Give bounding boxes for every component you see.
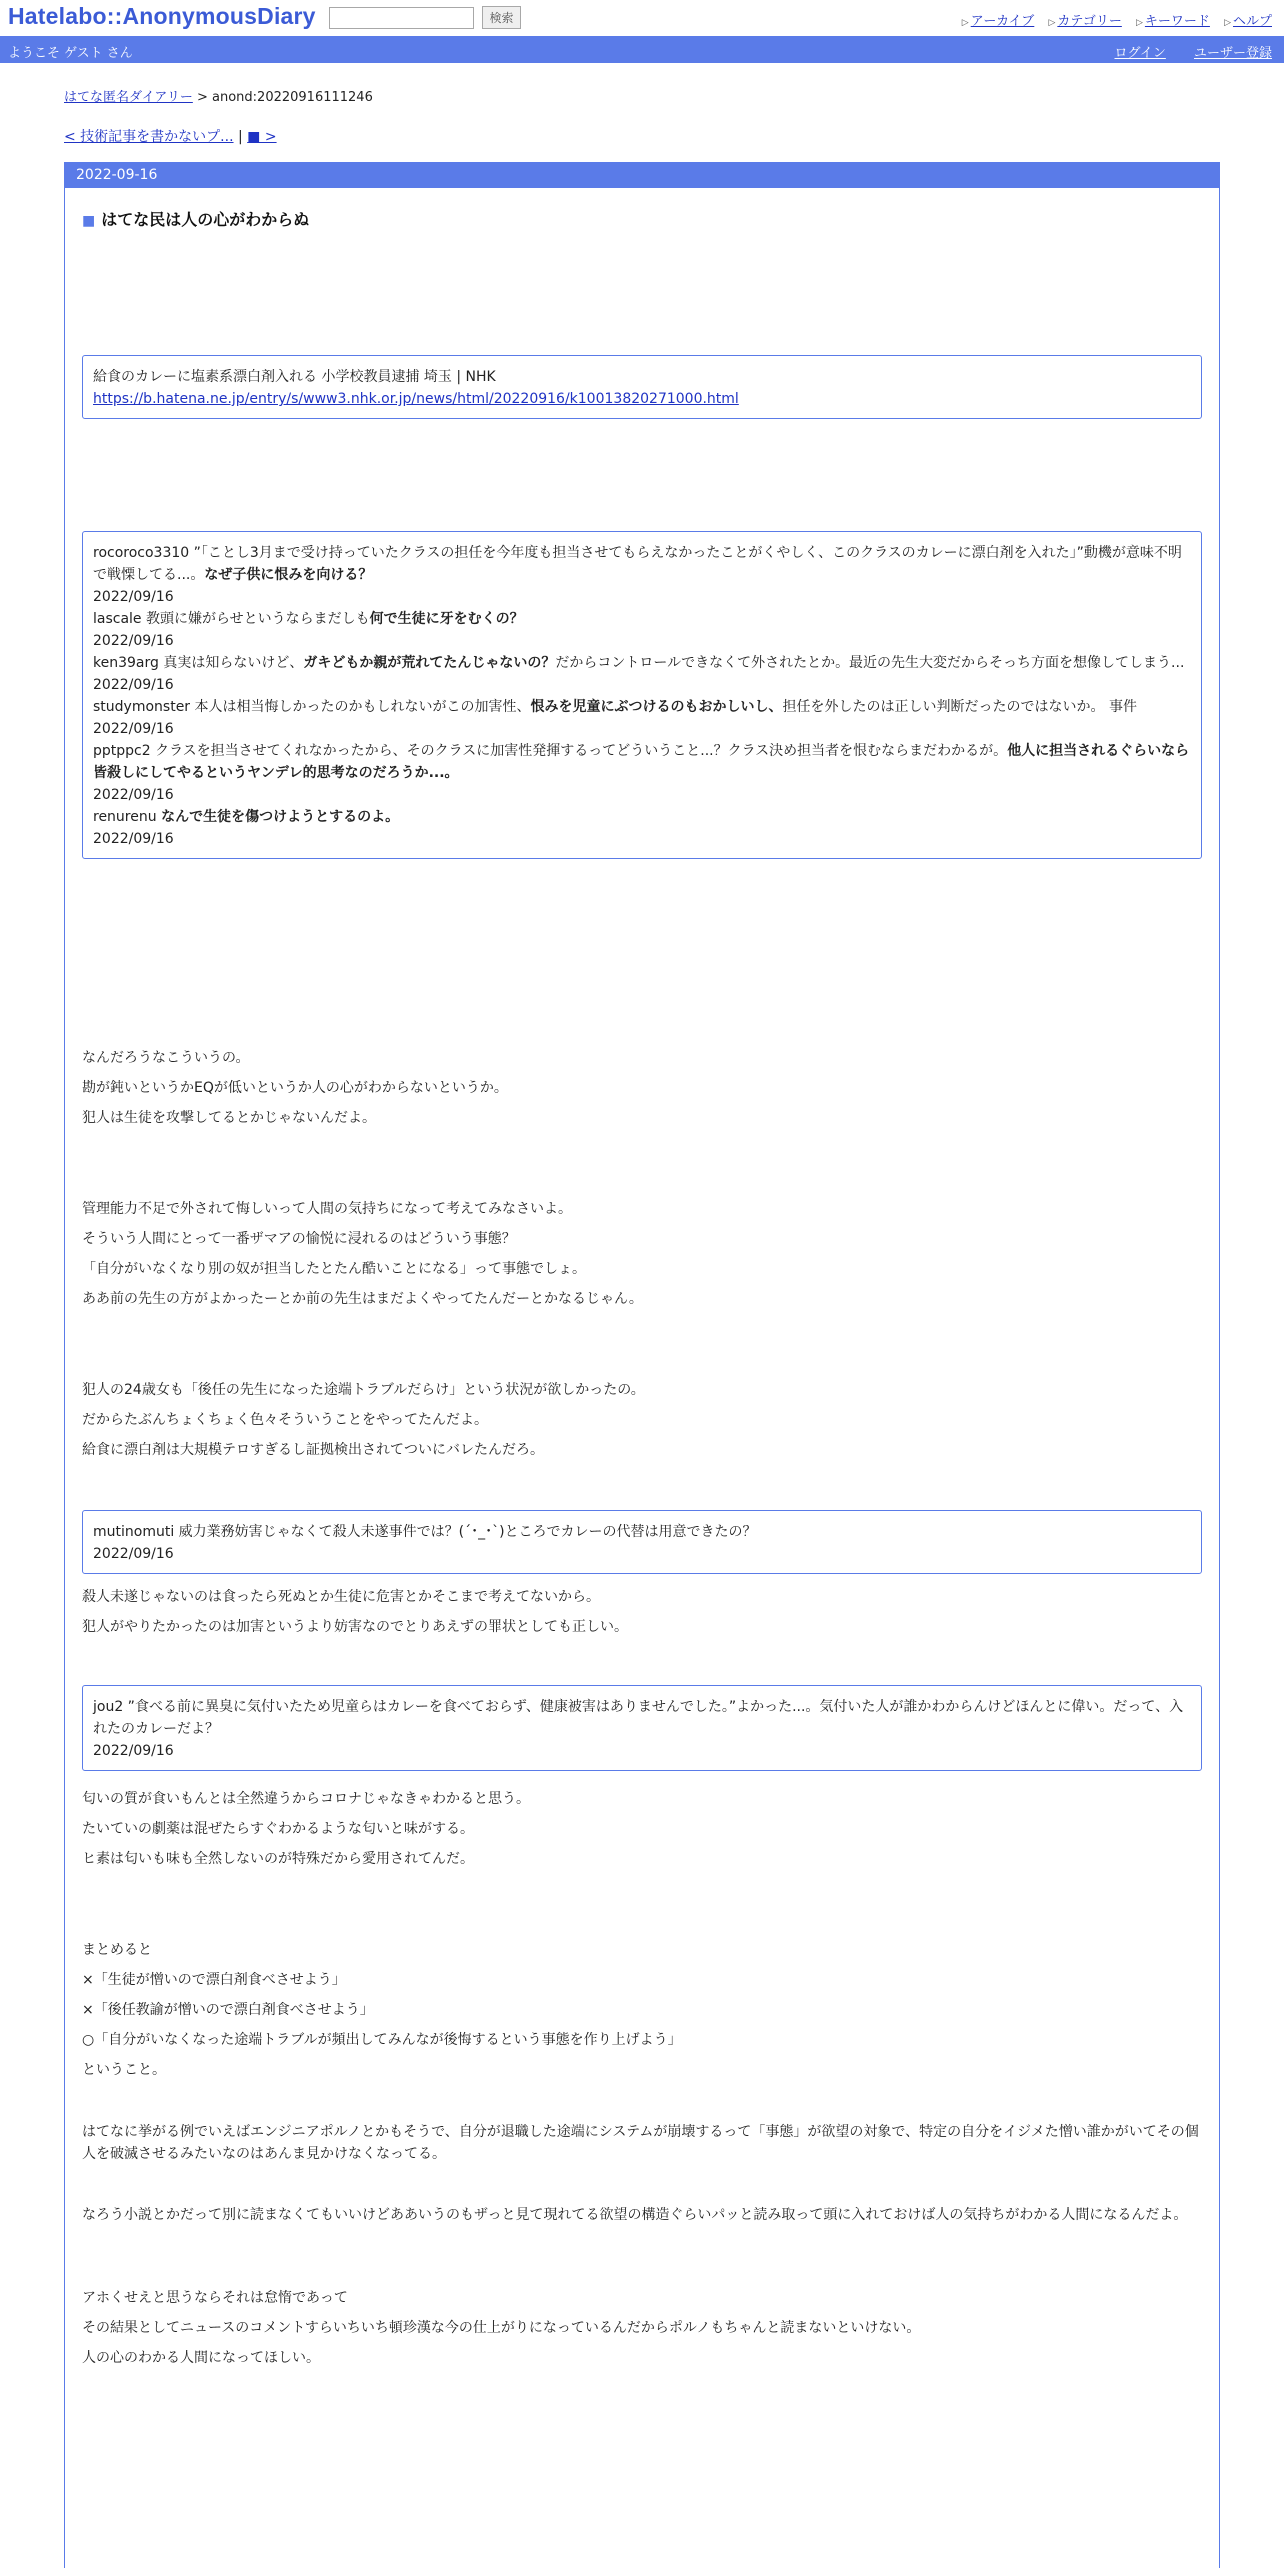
breadcrumb-current: anond:20220916111246 <box>212 90 373 105</box>
bookmark-comment: ken39arg 真実は知らないけど、ガキどもか親が荒れてたんじゃないの？だからコントロールできなくて外されたとか。最近の先生大変だからそっち方面を想像してしまう... 2022/09/16 <box>93 652 1191 696</box>
quote-box-comments <box>82 531 1202 859</box>
quote-article-url[interactable]: https://b.hatena.ne.jp/entry/s/www3.nhk.or.jp/news/html/20220916/k10013820271000.html <box>93 391 739 407</box>
body-paragraph: はてなに挙がる例でいえばエンジニアポルノとかもそうで、自分が退職した途端にシステムが崩壊するって「事態」が欲望の対象で、特定の自分をイジメた憎い誰かがいてその個人を破滅させるみたいなのはあんま見かけなくなってる。 <box>82 2124 1199 2162</box>
comment-date: 2022/09/16 <box>93 633 174 649</box>
body-paragraph: 殺人未遂じゃないのは食ったら死ぬとか生徒に危害とかそこまで考えてないから。 犯人がやりたかったのは加害というより妨害なのでとりあえずの罪状としても正しい。 <box>82 1589 628 1635</box>
comment-date: 2022/09/16 <box>93 831 174 847</box>
comment-date: 2022/09/16 <box>93 589 174 605</box>
header <box>0 0 1284 36</box>
quote-box-comment: jou2 ”食べる前に異臭に気付いたため児童らはカレーを食べておらず、健康被害はありませんでした。”よかった...。気付いた人が誰かわからんけどほんとに偉い。だって、入れたのカレーだよ？ 2022/09/16 <box>82 1685 1202 1771</box>
triangle-right-icon: ▷ <box>1135 18 1143 28</box>
bookmark-comment: studymonster 本人は相当悔しかったのかもしれないがこの加害性、恨みを児童にぶつけるのもおかしいし、担任を外したのは正しい判断だったのではないか。 事件 2022/09/16 <box>93 696 1191 740</box>
body-paragraph: まとめると ×「生徒が憎いので漂白剤食べさせよう」 ×「後任教諭が憎いので漂白剤食べさせよう」 ○「自分がいなくなった途端トラブルが頻出してみんなが後悔するという事態を作り上げよう」 ということ。 <box>82 1942 682 2078</box>
nav-keyword[interactable]: ▷ キーワード <box>1135 14 1210 29</box>
site-logo[interactable]: Hatelabo::AnonymousDiary <box>8 3 316 29</box>
next-entry-link[interactable]: ■ > <box>247 129 277 145</box>
search-input[interactable] <box>329 7 474 29</box>
triangle-right-icon: ▷ <box>1048 18 1056 28</box>
triangle-right-icon: ▷ <box>1224 18 1231 28</box>
body-paragraph: なんだろうなこういうの。 勘が鈍いというかEQが低いというか人の心がわからないというか。 犯人は生徒を攻撃してるとかじゃないんだよ。 <box>82 1050 508 1126</box>
entry-permalink[interactable]: ■ <box>82 213 96 229</box>
search-button[interactable]: 検索 <box>482 6 521 29</box>
quote-article-title: 給食のカレーに塩素系漂白剤入れる 小学校教員逮捕 埼玉 | NHK <box>93 369 496 385</box>
quote-box-comment: mutinomuti 威力業務妨害じゃなくて殺人未遂事件では？(´･_･`)ところでカレーの代替は用意できたの？ 2022/09/16 <box>82 1510 1202 1574</box>
triangle-right-icon: ▷ <box>961 18 969 28</box>
body-paragraph: 管理能力不足で外されて悔しいって人間の気持ちになって考えてみなさいよ。 そういう人間にとって一番ザマアの愉悦に浸れるのはどういう事態？ 「自分がいなくなり別の奴が担当したとたん酷いことになる」って事態でしょ。 ああ前の先生の方がよかったーとか前の先生はまだよくやってたんだーとかなるじゃん。 <box>82 1201 643 1307</box>
breadcrumb-home[interactable]: はてな匿名ダイアリー <box>64 90 193 105</box>
bookmark-comment: lascale 教頭に嫌がらせというならまだしも何で生徒に牙をむくの？ 2022/09/16 <box>93 608 1191 652</box>
comment-date: 2022/09/16 <box>93 677 174 693</box>
top-nav <box>952 10 1272 29</box>
body-paragraph: アホくせえと思うならそれは怠惰であって その結果としてニュースのコメントすらいちいち頓珍漢な今の仕上がりになっているんだからポルノもちゃんと読まないといけない。 人の心のわかる人間になってほしい。 <box>82 2290 921 2366</box>
body-paragraph: なろう小説とかだって別に読まなくてもいいけどああいうのもザっと見て現れてる欲望の構造ぐらいパッと読み取って頭に入れておけば人の気持ちがわかる人間になるんだよ。 <box>82 2207 1188 2223</box>
nav-category[interactable]: ▷ カテゴリー <box>1048 14 1122 29</box>
quote-box-article <box>82 355 1202 419</box>
bookmark-comment: renurenu なんで生徒を傷つけようとするのよ。 2022/09/16 <box>93 806 1191 850</box>
diary-section <box>64 162 1220 2568</box>
comment-date: 2022/09/16 <box>93 721 174 737</box>
welcome-text: ようこそ ゲスト さん <box>8 46 133 61</box>
day-date: 2022-09-16 <box>65 163 1219 188</box>
entry-title: ■ はてな民は人の心がわからぬ <box>82 210 310 229</box>
body-paragraph: 犯人の24歳女も「後任の先生になった途端トラブルだらけ」という状況が欲しかったの。 だからたぶんちょくちょく色々そういうことをやってたんだよ。 給食に漂白剤は大規模テロすぎるし証拠検出されてついにバレたんだろ。 <box>82 1382 645 1458</box>
body-paragraph: 匂いの質が食いもんとは全然違うからコロナじゃなきゃわかると思う。 たいていの劇薬は混ぜたらすぐわかるような匂いと味がする。 ヒ素は匂いも味も全然しないのが特殊だから愛用されてんだ。 <box>82 1791 530 1867</box>
nav-help[interactable]: ▷ ヘルプ <box>1224 14 1272 29</box>
nav-archive[interactable]: ▷ アーカイブ <box>961 14 1035 29</box>
pager: < 技術記事を書かないプ... | ■ > <box>64 129 277 145</box>
register-link[interactable]: ユーザー登録 <box>1193 46 1272 61</box>
login-link[interactable]: ログイン <box>1114 46 1166 61</box>
breadcrumb: はてな匿名ダイアリー > anond:20220916111246 <box>64 90 373 105</box>
prev-entry-link[interactable]: < 技術記事を書かないプ... <box>64 129 234 145</box>
comment-date: 2022/09/16 <box>93 787 174 803</box>
user-bar <box>0 36 1284 63</box>
bookmark-comment: rocoroco3310 ”「ことし3月まで受け持っていたクラスの担任を今年度も担当させてもらえなかったことがくやしく、このクラスのカレーに漂白剤を入れた」”動機が意味不明で戦慄してる...。なぜ子供に恨みを向ける？ 2022/09/16 <box>93 542 1191 608</box>
bookmark-comment: pptppc2 クラスを担当させてくれなかったから、そのクラスに加害性発揮するってどういうこと...？クラス決め担当者を恨むならまだわかるが。他人に担当されるぐらいなら皆殺しにしてやるというヤンデレ的思考なのだろうか...。 2022/09/16 <box>93 740 1191 806</box>
